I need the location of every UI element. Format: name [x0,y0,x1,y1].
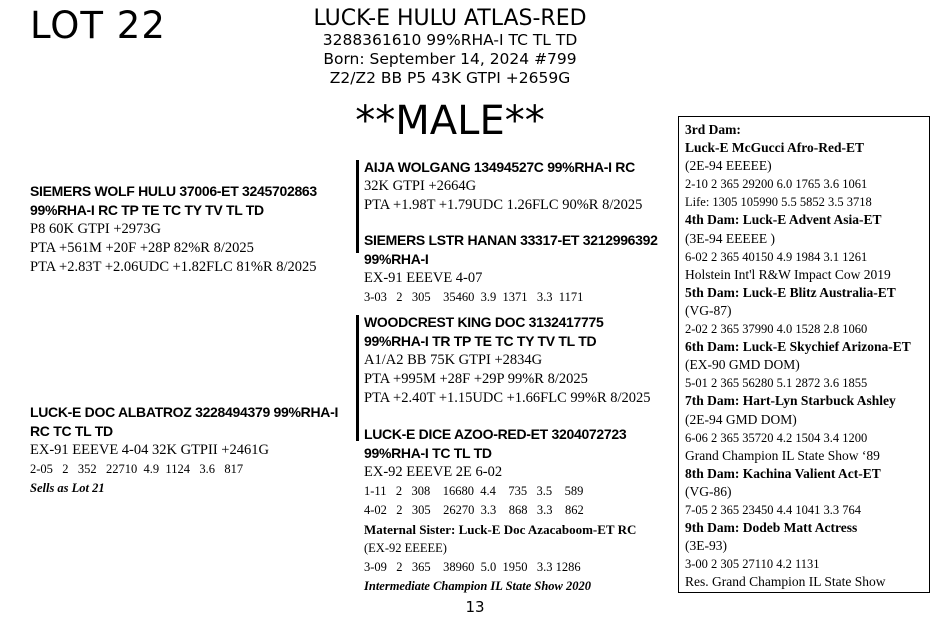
ancestry-line: 2-10 2 365 29200 6.0 1765 3.6 1061 [685,177,868,192]
dam-dam-codes: 99%RHA-I TC TL TD [364,445,492,461]
ancestry-line: 5th Dam: Luck-E Blitz Australia-ET [685,284,896,300]
dam-sire-name: WOODCREST KING DOC 3132417775 [364,314,604,330]
ancestry-line: 2-02 2 365 37990 4.0 1528 2.8 1060 [685,322,868,337]
maternal-sister-classification: (EX-92 EEEEE) [364,541,447,555]
sire-dam-name: SIEMERS LSTR HANAN 33317-ET 3212996392 [364,232,658,248]
dam-dam-name: LUCK-E DICE AZOO-RED-ET 3204072723 [364,426,627,442]
maternal-sister: Maternal Sister: Luck-E Doc Azacaboom-ET RC [364,522,637,537]
dam-sire-pta-production: PTA +995M +28F +29P 99%R 8/2025 [364,371,588,387]
sire-bracket-bar [356,160,359,253]
sire-sire-pta: PTA +1.98T +1.79UDC 1.26FLC 90%R 8/2025 [364,197,643,213]
ancestry-line: Res. Grand Champion IL State Show [685,574,886,590]
dam-codes: RC TC TL TD [30,423,113,439]
maternal-sister-record: 3-09 2 365 38960 5.0 1950 3.3 1286 [364,560,581,574]
ancestry-line: (EX-90 GMD DOM) [685,357,800,373]
ancestry-line: 7th Dam: Hart-Lyn Starbuck Ashley [685,393,896,409]
dam-sire-block [364,313,651,408]
sire-gtpi: P8 60K GTPI +2973G [30,221,162,237]
sire-dam-block [364,231,658,307]
dam-sire-gtpi: A1/A2 BB 75K GTPI +2834G [364,352,543,368]
dam-block [30,403,338,498]
sire-pta-production: PTA +561M +20F +28P 82%R 8/2025 [30,240,254,256]
ancestry-line: (2E-94 GMD DOM) [685,411,797,427]
sire-sire-block [364,158,642,215]
sire-pta-type: PTA +2.83T +2.06UDC +1.82FLC 81%R 8/2025 [30,259,317,275]
dam-dam-record-2: 4-02 2 305 26270 3.3 868 3.3 862 [364,503,584,517]
ancestry-line: (VG-86) [685,483,732,499]
lot-number: LOT 22 [30,4,166,47]
ancestry-line: 6-02 2 365 40150 4.9 1984 3.1 1261 [685,249,868,264]
ancestry-line: 8th Dam: Kachina Valient Act-ET [685,465,881,481]
ancestry-line: Life: 1305 105990 5.5 5852 3.5 3718 [685,195,872,210]
ancestry-line: Holstein Int'l R&W Impact Cow 2019 [685,266,891,282]
ancestry-line: (VG-87) [685,302,732,318]
sire-name: SIEMERS WOLF HULU 37006-ET 3245702863 [30,183,317,199]
dam-sire-codes: 99%RHA-I TR TP TE TC TY TV TL TD [364,333,597,349]
ancestry-line: (2E-94 EEEEE) [685,158,772,174]
animal-registration: 3288361610 99%RHA-I TC TL TD [322,31,578,49]
dam-dam-record-1: 1-11 2 308 16680 4.4 735 3.5 589 [364,484,584,498]
sire-sire-name: AIJA WOLGANG 13494527C 99%RHA-I RC [364,159,635,175]
animal-sex: **MALE** [355,98,545,144]
dam-record: 2-05 2 352 22710 4.9 1124 3.6 817 [30,462,244,476]
dam-sire-pta-type: PTA +2.40T +1.15UDC +1.66FLC 99%R 8/2025 [364,390,651,406]
ancestry-line: 9th Dam: Dodeb Matt Actress [685,520,858,536]
animal-name: LUCK-E HULU ATLAS-RED [313,6,587,31]
sire-dam-codes: 99%RHA-I [364,251,429,267]
ancestry-line: 3-00 2 305 27110 4.2 1131 [685,557,820,572]
ancestry-line: 6-06 2 365 35720 4.2 1504 3.4 1200 [685,430,868,445]
dam-dam-classification: EX-92 EEEVE 2E 6-02 [364,464,503,480]
sire-dam-record: 3-03 2 305 35460 3.9 1371 3.3 1171 [364,290,584,304]
dam-name: LUCK-E DOC ALBATROZ 3228494379 99%RHA-I [30,404,339,420]
ancestry-box [678,116,930,593]
sire-dam-classification: EX-91 EEEVE 4-07 [364,270,483,286]
ancestry-line: Luck-E McGucci Afro-Red-ET [685,140,864,156]
ancestry-line: 4th Dam: Luck-E Advent Asia-ET [685,212,882,228]
sire-block [30,182,317,277]
ancestry-line: (3E-94 EEEEE ) [685,230,775,246]
sire-sire-gtpi: 32K GTPI +2664G [364,178,477,194]
dam-bracket-bar [356,315,359,441]
dam-classification: EX-91 EEEVE 4-04 32K GTPII +2461G [30,442,269,458]
ancestry-line: 7-05 2 365 23450 4.4 1041 3.3 764 [685,502,862,517]
animal-born: Born: September 14, 2024 #799 [323,50,577,68]
page-number: 13 [465,598,485,616]
sire-codes: 99%RHA-I RC TP TE TC TY TV TL TD [30,202,264,218]
animal-genetics: Z2/Z2 BB P5 43K GTPI +2659G [329,69,571,87]
dam-dam-block [364,425,636,596]
ancestry-line: 3rd Dam: [685,122,741,137]
ancestry-line: Grand Champion IL State Show ‘89 [685,447,880,463]
maternal-sister-award: Intermediate Champion IL State Show 2020 [364,579,592,593]
ancestry-line: (3E-93) [685,538,727,554]
ancestry-line: 6th Dam: Luck-E Skychief Arizona-ET [685,339,911,355]
dam-sells-note: Sells as Lot 21 [30,481,105,495]
animal-header [290,7,610,88]
ancestry-line: 5-01 2 365 56280 5.1 2872 3.6 1855 [685,376,868,391]
